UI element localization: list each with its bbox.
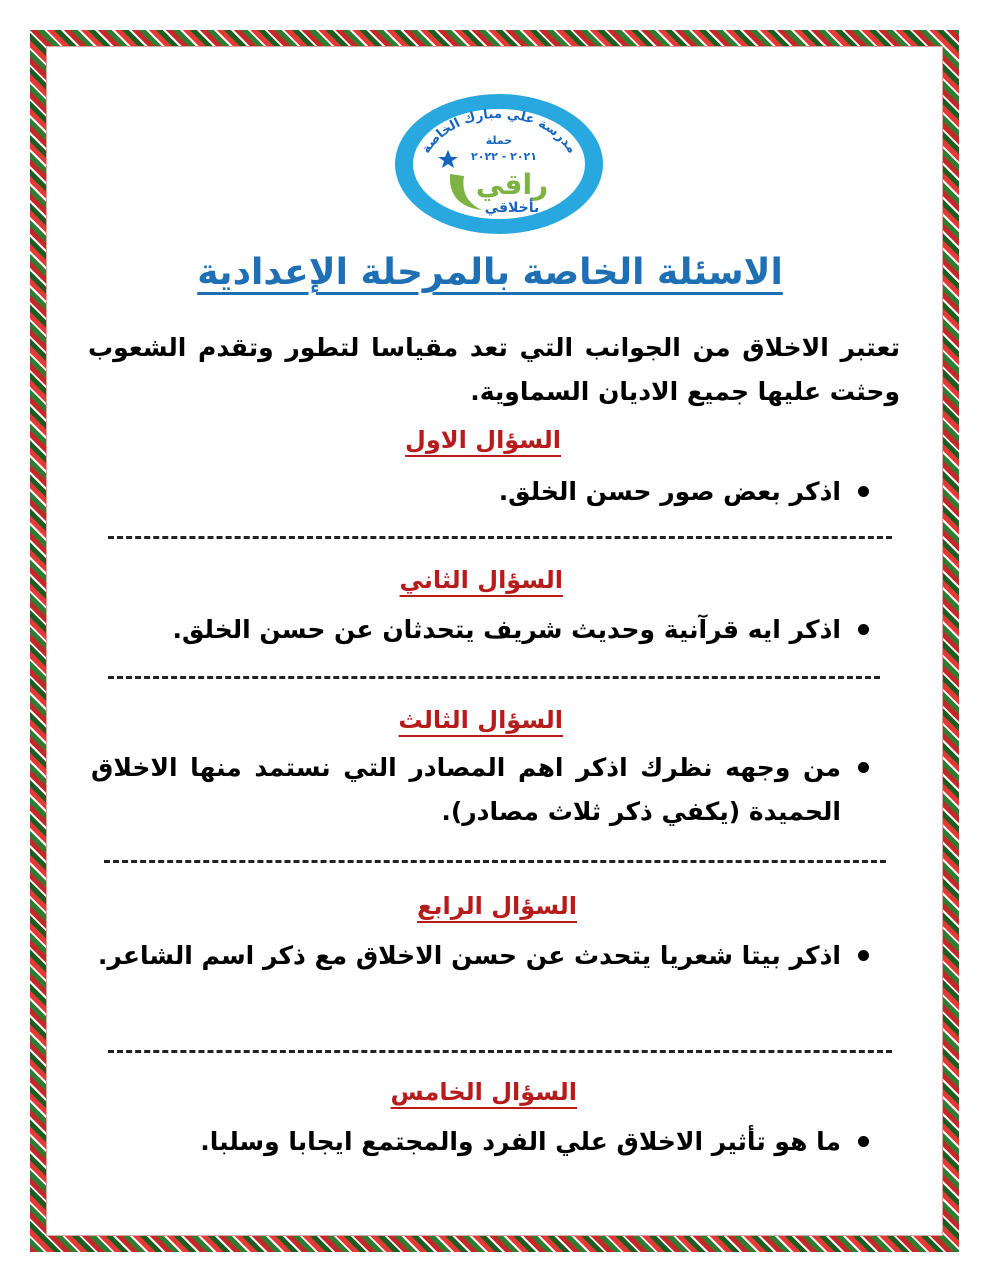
question-3-item: [91, 746, 871, 834]
bullet-icon: [858, 762, 869, 773]
question-5-heading: السؤال الخامس: [390, 1078, 577, 1106]
answer-divider-4: [108, 1050, 892, 1053]
question-4-text: اذكر بيتا شعريا يتحدث عن حسن الاخلاق مع ذكر اسم الشاعر.: [97, 941, 841, 970]
bullet-icon: [858, 1136, 869, 1147]
bullet-icon: [858, 624, 869, 635]
logo-arc-text: مدرسة علي مبارك الخاصة: [418, 106, 580, 157]
question-2-heading: السؤال الثاني: [399, 566, 563, 594]
question-5-text: ما هو تأثير الاخلاق علي الفرد والمجتمع ايجابا وسلبا.: [200, 1127, 841, 1156]
campaign-logo: [386, 88, 612, 238]
page-title: الاسئلة الخاصة بالمرحلة الإعدادية: [197, 252, 783, 293]
question-3-heading: السؤال الثالث: [398, 706, 563, 734]
question-1-item: [111, 470, 871, 514]
question-2-text: اذكر ايه قرآنية وحديث شريف يتحدثان عن حسن الخلق.: [172, 615, 841, 644]
question-3-text: من وجهه نظرك اذكر اهم المصادر التي نستمد منها الاخلاق الحميدة (يكفي ذكر ثلاث مصادر).: [91, 753, 841, 826]
answer-divider-2: [108, 676, 880, 679]
logo-years-text: ٢٠٢١ - ٢٠٢٢: [471, 150, 537, 163]
question-1-heading: السؤال الاول: [405, 426, 561, 454]
question-2-item: [111, 608, 871, 652]
intro-paragraph: تعتبر الاخلاق من الجوانب التي تعد مقياسا لتطور وتقدم الشعوب وحثت عليها جميع الاديان السماوية.: [88, 333, 900, 406]
question-1-text: اذكر بعض صور حسن الخلق.: [498, 477, 841, 506]
question-4-heading: السؤال الرابع: [417, 892, 577, 920]
bullet-icon: [858, 950, 869, 961]
logo-brand-sub: بأخلاقي: [484, 200, 540, 216]
logo-brand-main: راقي: [475, 168, 549, 201]
question-4-item: [91, 934, 871, 978]
answer-divider-3: [104, 860, 886, 863]
answer-divider-1: [108, 536, 892, 539]
logo-campaign-text: حملة: [485, 134, 513, 147]
bullet-icon: [858, 486, 869, 497]
question-5-item: [111, 1120, 871, 1164]
